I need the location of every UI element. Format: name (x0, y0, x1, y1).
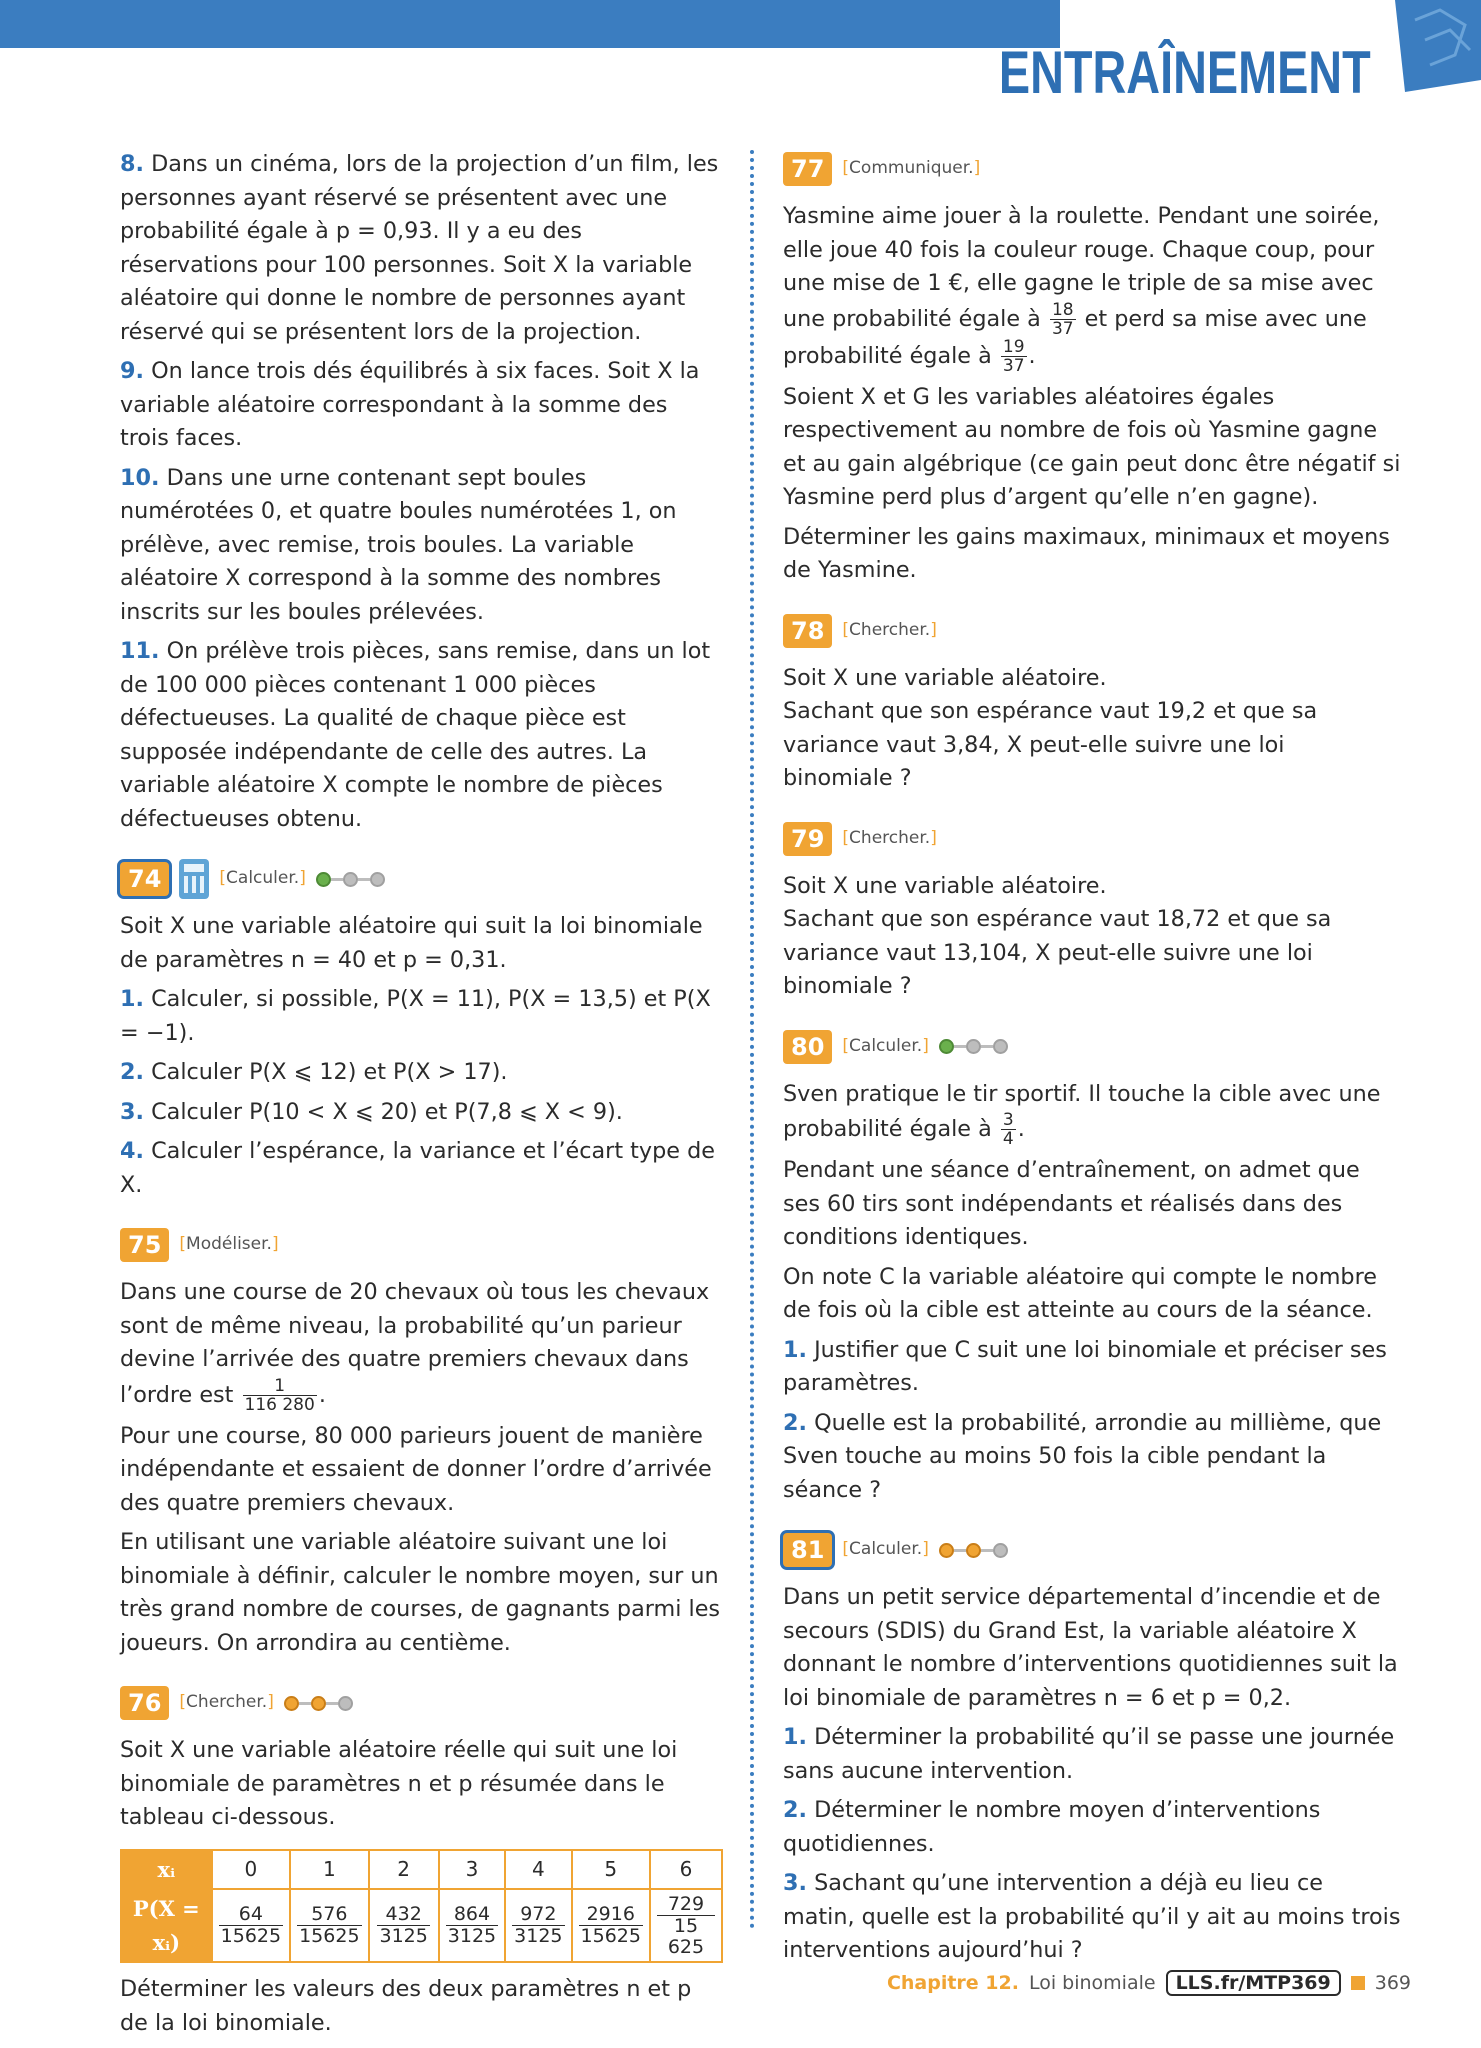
table-cell: $\frac{972}{3125}$ (505, 1889, 571, 1962)
exercise-number: 75 (120, 1228, 169, 1262)
exercise-81-header (783, 1531, 1401, 1569)
exercise-number: 78 (783, 614, 832, 648)
chapter-label: Chapitre 12. (886, 1972, 1019, 1994)
exercise-number: 81 (783, 1533, 832, 1567)
exercise-74-header (120, 860, 723, 898)
question: 1. Justifier que C suit une loi binomiale et préciser ses paramètres. (783, 1336, 1387, 1396)
table-cell: 6 (650, 1850, 722, 1890)
fraction: $\frac{3}{4}$ (1002, 1110, 1014, 1149)
paragraph: Pour une course, 80 000 parieurs jouent de manière indépendante et essaient de donner l’ordre d’arrivée des quatre premiers chevaux. (120, 1422, 712, 1516)
left-column (120, 148, 723, 2046)
paragraph: Pendant une séance d’entraînement, on admet que ses 60 tirs sont indépendants et réalisés dans des conditions identiques. (783, 1157, 1360, 1250)
question: 2. Quelle est la probabilité, arrondie au millième, que Sven touche au moins 50 fois la cible pendant la séance ? (783, 1409, 1382, 1503)
list-item: 11. On prélève trois pièces, sans remise, dans un lot de 100 000 pièces contenant 1 000 pièces défectueuses. La qualité de chaque pièce est supposée indépendante de celle des autres. La variable aléatoire X compte le nombre de pièces défectueuses obtenu. (120, 638, 711, 832)
exercise-77-header (783, 150, 1401, 188)
skill-tag: [Calculer.] (219, 868, 306, 889)
skill-tag: [Chercher.] (842, 619, 937, 640)
exercise-number: 76 (120, 1686, 169, 1720)
exercise-intro: Soit X une variable aléatoire réelle qui suit une loi binomiale de paramètres n et p résumée dans le tableau ci-dessous. (120, 1737, 678, 1830)
chapter-title: Loi binomiale (1028, 1972, 1156, 1994)
exercise-78-header (783, 612, 1401, 650)
question: 2. Déterminer le nombre moyen d’interventions quotidiennes. (783, 1797, 1321, 1857)
page-footer (887, 1970, 1411, 1996)
exercise-number: 77 (783, 152, 832, 186)
table-header-cell: P(X = xᵢ) (121, 1889, 212, 1962)
paragraph: Yasmine aime jouer à la roulette. Pendant une soirée, elle joue 40 fois la couleur rouge. Chaque coup, pour une mise de 1 €, elle gagne le triple de sa mise avec une probabilité égale à $\frac{18}{37}$ et perd sa mise avec une probabilité égale à $\frac{19}{37}$ . (783, 203, 1380, 376)
paragraph: Soit X une variable aléatoire. Sachant que son espérance vaut 18,72 et que sa variance vaut 13,104, X peut-elle suivre une loi binomiale ? (783, 872, 1332, 999)
exercise-number: 79 (783, 822, 832, 856)
question: 1. Déterminer la probabilité qu’il se passe une journée sans aucune intervention. (783, 1724, 1395, 1784)
table-row (121, 1850, 722, 1890)
table-cell: $\frac{64}{15625}$ (212, 1889, 290, 1962)
exercise-76-header (120, 1684, 723, 1722)
difficulty-indicator (939, 1039, 1008, 1054)
table-cell: 0 (212, 1850, 290, 1890)
list-item: 10. Dans une urne contenant sept boules numérotées 0, et quatre boules numérotées 1, on prélève, avec remise, trois boules. La variable aléatoire X correspond à la somme des nombres inscrits sur les boules prélevées. (120, 464, 677, 625)
table-cell: 4 (505, 1850, 571, 1890)
question: 2. Calculer P(X ⩽ 12) et P(X > 17). (120, 1059, 508, 1085)
top-banner (0, 0, 1060, 48)
paragraph: Soient X et G les variables aléatoires égales respectivement au nombre de fois où Yasmine gagne et au gain algébrique (ce gain peut donc être négatif si Yasmine perd plus d’argent qu’elle n’en gagne). (783, 383, 1401, 510)
exercise-75-header (120, 1226, 723, 1264)
table-cell: $\frac{432}{3125}$ (369, 1889, 439, 1962)
right-column (783, 150, 1401, 1974)
question: 3. Calculer P(10 < X ⩽ 20) et P(7,8 ⩽ X < 9). (120, 1098, 623, 1125)
table-cell: $\frac{576}{15625}$ (290, 1889, 368, 1962)
calculator-icon (179, 859, 209, 899)
question: 4. Calculer l’espérance, la variance et l’écart type de X. (120, 1138, 715, 1198)
table-cell: 5 (572, 1850, 650, 1890)
paragraph: Déterminer les valeurs des deux paramètres n et p de la loi binomiale. (120, 1976, 692, 2036)
page-marker-icon (1351, 1976, 1365, 1990)
exercise-intro: Dans un petit service départemental d’incendie et de secours (SDIS) du Grand Est, la variable aléatoire X donnant le nombre d’interventions quotidiennes suit la loi binomiale de paramètres n = 6 et p = 0,2. (783, 1584, 1398, 1711)
question: 3. Sachant qu’une intervention a déjà eu lieu ce matin, quelle est la probabilité qu’il y ait au moins trois interventions aujourd’hui ? (783, 1870, 1401, 1963)
skill-tag: [Communiquer.] (842, 158, 981, 179)
paragraph: Soit X une variable aléatoire. Sachant que son espérance vaut 19,2 et que sa variance vaut 3,84, X peut-elle suivre une loi binomiale ? (783, 664, 1318, 791)
list-item: 8. Dans un cinéma, lors de la projection d’un film, les personnes ayant réservé se présentent avec une probabilité égale à p = 0,93. Il y a eu des réservations pour 100 personnes. Soit X la variable aléatoire qui donne le nombre de personnes ayant réservé qui se présentent lors de la projection. (120, 151, 719, 345)
exercise-80-header (783, 1028, 1401, 1066)
probability-table (120, 1849, 723, 1964)
paragraph: On note C la variable aléatoire qui compte le nombre de fois où la cible est atteinte au cours de la séance. (783, 1263, 1377, 1323)
table-cell: 3 (439, 1850, 505, 1890)
difficulty-indicator (284, 1696, 353, 1711)
exercise-79-header (783, 820, 1401, 858)
table-cell: $\frac{2916}{15625}$ (572, 1889, 650, 1962)
table-cell: 1 (290, 1850, 368, 1890)
paragraph: En utilisant une variable aléatoire suivant une loi binomiale à définir, calculer le nombre moyen, sur un très grand nombre de courses, de gagnants parmi les joueurs. On arrondira au centième. (120, 1529, 721, 1656)
table-row (121, 1889, 722, 1962)
table-header-cell: xᵢ (121, 1850, 212, 1890)
exercise-number: 74 (120, 862, 169, 896)
table-cell: 2 (369, 1850, 439, 1890)
skill-tag: [Chercher.] (842, 827, 937, 848)
paragraph: Sven pratique le tir sportif. Il touche la cible avec une probabilité égale à $\frac{3}{4}$ . (783, 1080, 1381, 1149)
skill-tag: [Chercher.] (179, 1692, 274, 1713)
corner-logo-icon (1395, 0, 1481, 92)
skill-tag: [Modéliser.] (179, 1234, 279, 1255)
question: 1. Calculer, si possible, P(X = 11), P(X = 13,5) et P(X = −1). (120, 986, 711, 1046)
fraction: $\frac{19}{37}$ (1002, 336, 1025, 376)
difficulty-indicator (316, 872, 385, 887)
column-divider (750, 150, 754, 1930)
table-cell: $\frac{864}{3125}$ (439, 1889, 505, 1962)
paragraph: Dans une course de 20 chevaux où tous les chevaux sont de même niveau, la probabilité qu’un parieur devine l’arrivée des quatre premiers chevaux dans l’ordre est $\frac{1}{116 280}$ . (120, 1279, 710, 1415)
difficulty-indicator (939, 1543, 1008, 1558)
page-number: 369 (1374, 1972, 1411, 1994)
fraction: $\frac{18}{37}$ (1051, 299, 1074, 339)
resource-link[interactable]: LLS.fr/MTP369 (1166, 1970, 1341, 1996)
section-title: ENTRAÎNEMENT (999, 39, 1371, 106)
skill-tag: [Calculer.] (842, 1539, 929, 1560)
exercise-number: 80 (783, 1030, 832, 1064)
table-cell: $\frac{729}{15 625}$ (650, 1889, 722, 1962)
skill-tag: [Calculer.] (842, 1035, 929, 1056)
paragraph: Déterminer les gains maximaux, minimaux et moyens de Yasmine. (783, 523, 1390, 583)
list-item: 9. On lance trois dés équilibrés à six faces. Soit X la variable aléatoire correspondant à la somme des trois faces. (120, 358, 700, 451)
exercise-intro: Soit X une variable aléatoire qui suit la loi binomiale de paramètres n = 40 et p = 0,31. (120, 913, 703, 973)
fraction: $\frac{1}{116 280}$ (244, 1375, 315, 1415)
